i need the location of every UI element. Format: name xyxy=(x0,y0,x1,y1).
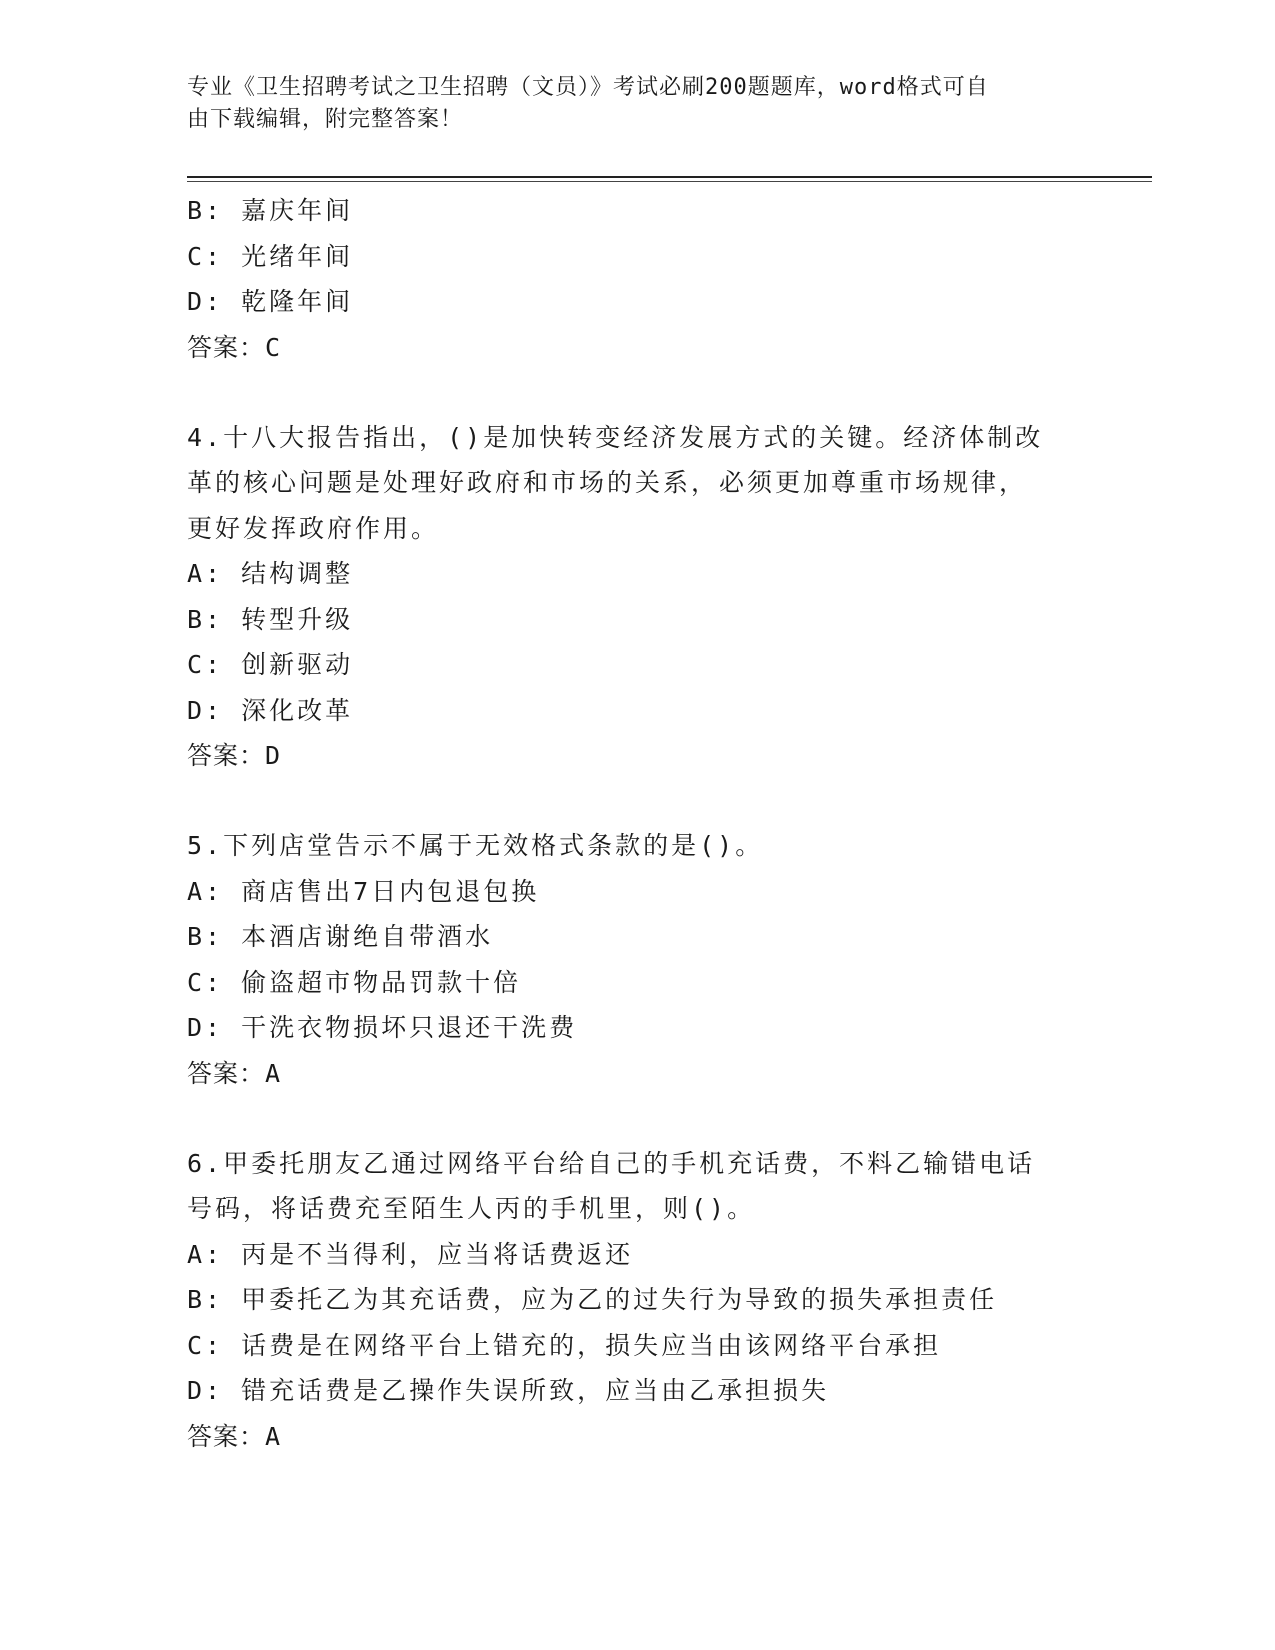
option-c: C: 创新驱动 xyxy=(187,650,354,679)
option-c: C: 话费是在网络平台上错充的，损失应当由该网络平台承担 xyxy=(187,1330,942,1360)
answer-label: 答案： xyxy=(187,332,266,362)
question-content xyxy=(187,188,1087,1460)
answer-line xyxy=(187,1051,1087,1097)
question-stem-line: 号码，将话费充至陌生人丙的手机里，则()。 xyxy=(187,1194,756,1223)
option-d: D: 深化改革 xyxy=(187,695,354,725)
question-5 xyxy=(187,823,1087,1097)
option-d: D: 乾隆年间 xyxy=(187,287,354,316)
option-c: C: 偷盗超市物品罚款十倍 xyxy=(187,967,522,997)
previous-question-continuation xyxy=(187,188,1087,371)
answer-line xyxy=(187,733,1087,779)
answer-label: 答案： xyxy=(187,1421,266,1451)
answer-value: A xyxy=(265,1421,282,1451)
question-6 xyxy=(187,1141,1087,1460)
answer-label: 答案： xyxy=(187,741,266,770)
question-4 xyxy=(187,415,1087,780)
answer-line xyxy=(187,1414,1087,1460)
question-stem-line: 6.甲委托朋友乙通过网络平台给自己的手机充话费，不料乙输错电话 xyxy=(187,1148,1036,1178)
option-a: A: 商店售出7日内包退包换 xyxy=(187,876,540,906)
document-header xyxy=(187,72,1067,136)
header-divider-thin xyxy=(187,181,1152,182)
option-b: B: 本酒店谢绝自带酒水 xyxy=(187,922,494,951)
answer-value: A xyxy=(265,1058,282,1088)
option-c: C: 光绪年间 xyxy=(187,241,354,271)
answer-label: 答案： xyxy=(187,1058,266,1088)
question-stem-line: 5.下列店堂告示不属于无效格式条款的是()。 xyxy=(187,831,764,860)
option-b: B: 嘉庆年间 xyxy=(187,196,354,225)
answer-value: C xyxy=(265,332,282,362)
option-d: D: 错充话费是乙操作失误所致，应当由乙承担损失 xyxy=(187,1376,830,1405)
question-stem-line: 更好发挥政府作用。 xyxy=(187,513,440,543)
option-b: B: 甲委托乙为其充话费，应为乙的过失行为导致的损失承担责任 xyxy=(187,1285,998,1314)
answer-line xyxy=(187,325,1087,371)
option-a: A: 丙是不当得利，应当将话费返还 xyxy=(187,1239,634,1269)
option-d: D: 干洗衣物损坏只退还干洗费 xyxy=(187,1013,578,1042)
question-stem-line: 4.十八大报告指出，()是加快转变经济发展方式的关键。经济体制改 xyxy=(187,422,1044,452)
answer-value: D xyxy=(265,741,282,770)
option-a: A: 结构调整 xyxy=(187,559,354,588)
question-stem-line: 革的核心问题是处理好政府和市场的关系，必须更加尊重市场规律， xyxy=(187,468,1028,497)
header-divider-thick xyxy=(187,176,1152,178)
option-b: B: 转型升级 xyxy=(187,604,354,634)
header-line-2: 由下载编辑，附完整答案！ xyxy=(187,107,464,132)
header-line-1: 专业《卫生招聘考试之卫生招聘（文员）》考试必刷200题题库，word格式可自 xyxy=(187,75,989,100)
